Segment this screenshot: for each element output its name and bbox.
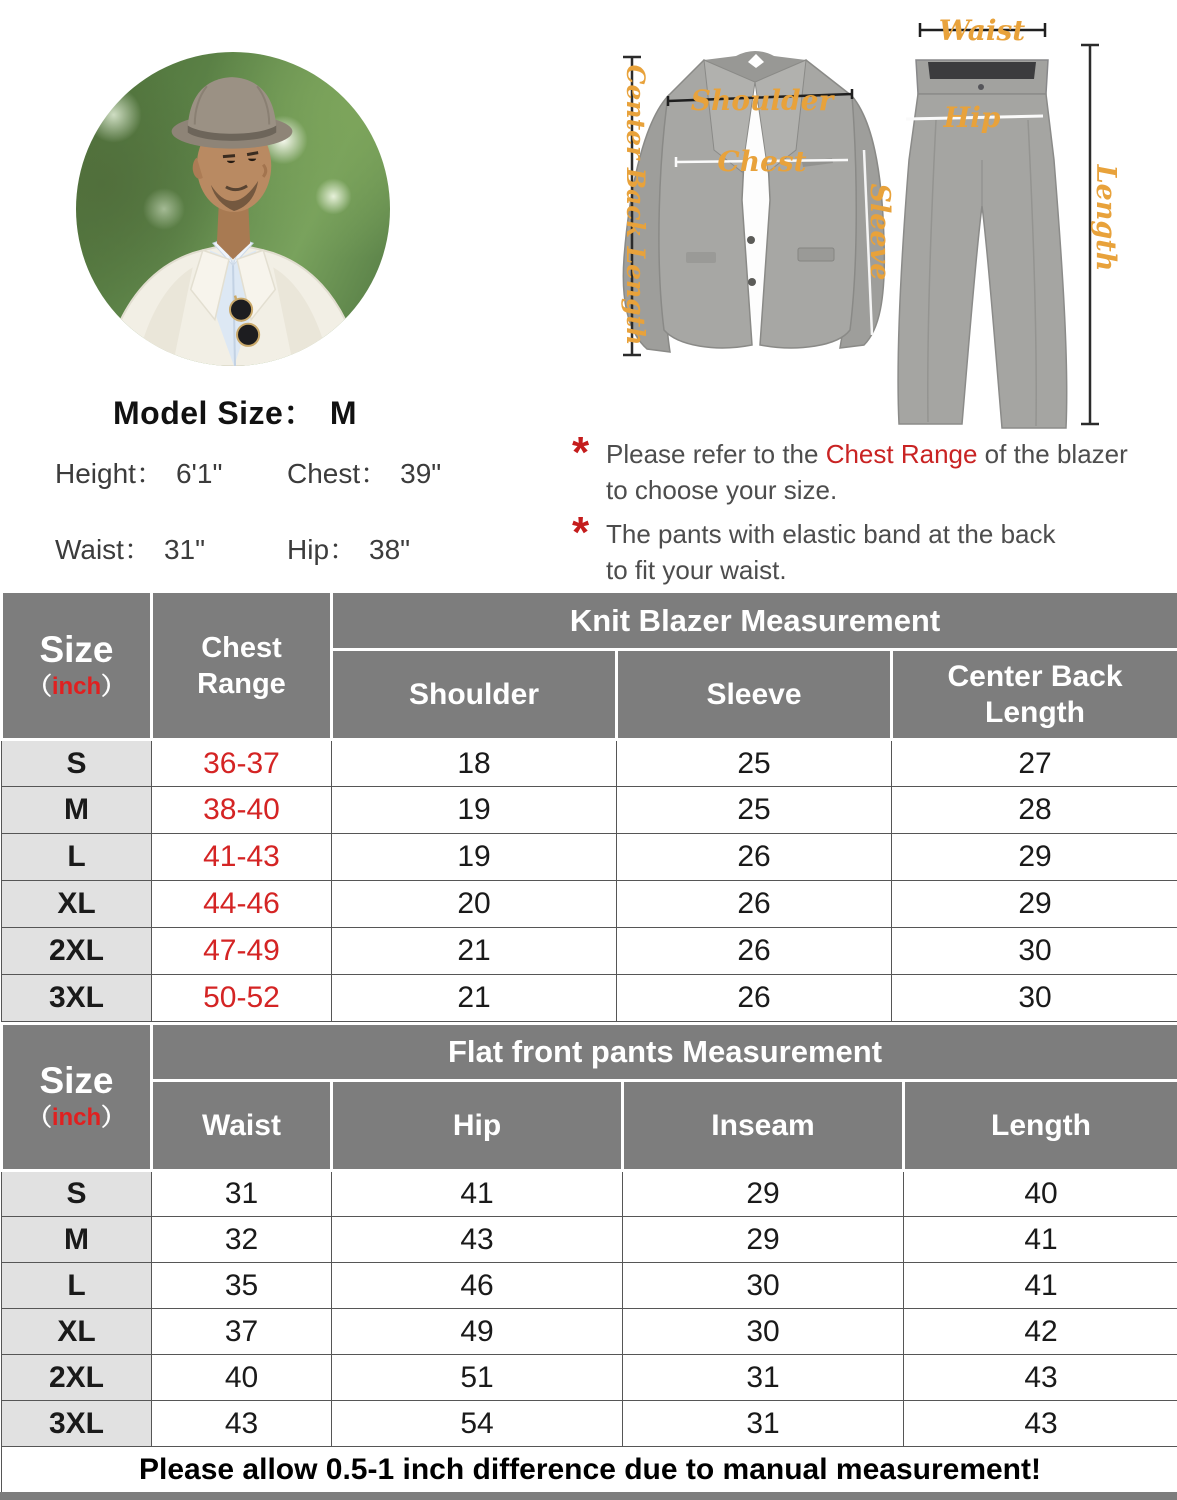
cell-size: M xyxy=(2,787,152,834)
cell-size: 3XL xyxy=(2,975,152,1022)
stat-chest xyxy=(287,452,545,492)
diagram-shoulder-label: Shoulder xyxy=(690,84,834,117)
blazer-table-title: Knit Blazer Measurement xyxy=(332,592,1177,650)
cell-hip: 54 xyxy=(332,1401,623,1447)
cell-size: XL xyxy=(2,1309,152,1355)
cell-center-back-length: 27 xyxy=(892,740,1177,787)
size-header-unit xyxy=(3,672,150,702)
cell-shoulder: 18 xyxy=(332,740,617,787)
blazer-measurement-table xyxy=(0,590,1177,1022)
unit-paren-open: （ xyxy=(27,1104,52,1131)
note-elastic-band xyxy=(572,508,1162,588)
note-elastic-band-text xyxy=(606,516,1056,588)
cell-chest-range: 50-52 xyxy=(152,975,332,1022)
cell-chest-range: 36-37 xyxy=(152,740,332,787)
cell-chest-range: 38-40 xyxy=(152,787,332,834)
table-row xyxy=(2,1217,1177,1263)
table-row xyxy=(2,1401,1177,1447)
cell-waist: 37 xyxy=(152,1309,332,1355)
cell-length: 43 xyxy=(904,1401,1177,1447)
cell-size: S xyxy=(2,1171,152,1217)
bottom-gray-bar xyxy=(0,1492,1177,1500)
note-chest-range-text xyxy=(606,436,1128,508)
unit-inch: inch xyxy=(51,1104,102,1131)
pants-size-header xyxy=(2,1024,152,1171)
cell-size: 3XL xyxy=(2,1401,152,1447)
stat-height-value: 6'1" xyxy=(175,458,223,489)
cell-inseam: 29 xyxy=(623,1171,904,1217)
blazer-chest-range-header: Chest Range xyxy=(152,592,332,740)
pants-measurement-table xyxy=(0,1022,1177,1493)
cell-center-back-length: 28 xyxy=(892,787,1177,834)
cell-size: 2XL xyxy=(2,1355,152,1401)
cell-shoulder: 21 xyxy=(332,975,617,1022)
blazer-col-sleeve: Sleeve xyxy=(617,650,892,740)
cell-hip: 51 xyxy=(332,1355,623,1401)
cell-sleeve: 26 xyxy=(617,928,892,975)
cell-chest-range: 47-49 xyxy=(152,928,332,975)
stat-hip-label: Hip： xyxy=(287,534,358,565)
cell-size: M xyxy=(2,1217,152,1263)
note-text-highlight: Chest Range xyxy=(825,439,978,469)
cell-size: L xyxy=(2,1263,152,1309)
measurement-diagram-svg xyxy=(560,0,1177,440)
pants-col-hip: Hip xyxy=(332,1081,623,1171)
model-stats xyxy=(55,452,545,568)
table-row xyxy=(2,975,1177,1022)
cell-chest-range: 44-46 xyxy=(152,881,332,928)
cell-waist: 31 xyxy=(152,1171,332,1217)
cell-sleeve: 25 xyxy=(617,787,892,834)
cell-shoulder: 20 xyxy=(332,881,617,928)
cell-shoulder: 19 xyxy=(332,787,617,834)
cell-center-back-length: 30 xyxy=(892,928,1177,975)
cell-hip: 41 xyxy=(332,1171,623,1217)
asterisk-icon: * xyxy=(572,428,590,477)
unit-paren-open: （ xyxy=(27,672,52,700)
table-row xyxy=(2,928,1177,975)
measurement-diagram xyxy=(560,0,1177,440)
model-size-caption xyxy=(0,388,470,434)
stat-hip xyxy=(287,528,545,568)
cell-hip: 46 xyxy=(332,1263,623,1309)
cell-center-back-length: 29 xyxy=(892,834,1177,881)
measurement-disclaimer: Please allow 0.5-1 inch difference due to manual measurement! xyxy=(2,1447,1177,1493)
pants-table-title: Flat front pants Measurement xyxy=(152,1024,1177,1081)
unit-inch: inch xyxy=(51,672,102,700)
diagram-center-back-length-label: Center Back Length xyxy=(621,64,650,346)
cell-length: 40 xyxy=(904,1171,1177,1217)
diagram-length-label: Length xyxy=(1090,164,1121,272)
cell-center-back-length: 29 xyxy=(892,881,1177,928)
cell-sleeve: 25 xyxy=(617,740,892,787)
stat-height xyxy=(55,452,287,492)
cell-waist: 32 xyxy=(152,1217,332,1263)
cell-waist: 35 xyxy=(152,1263,332,1309)
note-text-line2: to fit your waist. xyxy=(606,555,787,585)
cell-hip: 49 xyxy=(332,1309,623,1355)
cell-sleeve: 26 xyxy=(617,975,892,1022)
diagram-sleeve-label: Sleeve xyxy=(864,183,895,281)
size-tables xyxy=(0,590,1177,1493)
blazer-col-shoulder: Shoulder xyxy=(332,650,617,740)
table-row xyxy=(2,740,1177,787)
model-size-value: M xyxy=(329,395,358,431)
cell-shoulder: 19 xyxy=(332,834,617,881)
size-header-unit xyxy=(3,1103,150,1133)
cell-size: XL xyxy=(2,881,152,928)
notes xyxy=(572,428,1162,588)
cell-sleeve: 26 xyxy=(617,834,892,881)
table-row xyxy=(2,787,1177,834)
top-section xyxy=(0,0,1177,590)
cell-chest-range: 41-43 xyxy=(152,834,332,881)
cell-waist: 43 xyxy=(152,1401,332,1447)
stat-chest-label: Chest： xyxy=(287,458,389,489)
size-header-word: Size xyxy=(39,1060,114,1101)
stat-height-label: Height： xyxy=(55,458,164,489)
cell-length: 41 xyxy=(904,1217,1177,1263)
note-text-line1: The pants with elastic band at the back xyxy=(606,519,1056,549)
note-text-post: of the blazer xyxy=(977,439,1128,469)
diagram-waist-label: Waist xyxy=(938,14,1026,47)
table-row xyxy=(2,1171,1177,1217)
table-row xyxy=(2,1355,1177,1401)
cell-length: 42 xyxy=(904,1309,1177,1355)
blazer-size-header xyxy=(2,592,152,740)
stat-waist-value: 31" xyxy=(163,534,206,565)
asterisk-icon: * xyxy=(572,508,590,557)
model-size-label: Model Size： xyxy=(112,395,316,431)
cell-hip: 43 xyxy=(332,1217,623,1263)
table-row xyxy=(2,881,1177,928)
note-chest-range xyxy=(572,428,1162,508)
cell-length: 43 xyxy=(904,1355,1177,1401)
note-text-line2: to choose your size. xyxy=(606,475,838,505)
model-photo xyxy=(76,52,390,366)
cell-length: 41 xyxy=(904,1263,1177,1309)
pants-col-waist: Waist xyxy=(152,1081,332,1171)
table-footer-row xyxy=(2,1447,1177,1493)
cell-size: S xyxy=(2,740,152,787)
cell-center-back-length: 30 xyxy=(892,975,1177,1022)
pants-col-inseam: Inseam xyxy=(623,1081,904,1171)
blazer-col-center-back-length: Center Back Length xyxy=(892,650,1177,740)
table-row xyxy=(2,1309,1177,1355)
stat-chest-value: 39" xyxy=(400,458,442,489)
unit-paren-close: ） xyxy=(101,1104,126,1131)
table-row xyxy=(2,1263,1177,1309)
cell-size: L xyxy=(2,834,152,881)
cell-inseam: 30 xyxy=(623,1263,904,1309)
stat-hip-value: 38" xyxy=(369,534,411,565)
diagram-hip-label: Hip xyxy=(943,101,1001,134)
cell-inseam: 30 xyxy=(623,1309,904,1355)
cell-sleeve: 26 xyxy=(617,881,892,928)
table-row xyxy=(2,834,1177,881)
model-photo-illustration xyxy=(76,52,390,366)
cell-inseam: 29 xyxy=(623,1217,904,1263)
cell-waist: 40 xyxy=(152,1355,332,1401)
note-text-pre: Please refer to the xyxy=(606,439,826,469)
pants-col-length: Length xyxy=(904,1081,1177,1171)
size-header-word: Size xyxy=(39,628,114,670)
unit-paren-close: ） xyxy=(101,672,126,700)
stat-waist-label: Waist： xyxy=(55,534,152,565)
cell-inseam: 31 xyxy=(623,1401,904,1447)
cell-shoulder: 21 xyxy=(332,928,617,975)
stat-waist xyxy=(55,528,287,568)
diagram-chest-label: Chest xyxy=(717,145,807,178)
cell-inseam: 31 xyxy=(623,1355,904,1401)
cell-size: 2XL xyxy=(2,928,152,975)
